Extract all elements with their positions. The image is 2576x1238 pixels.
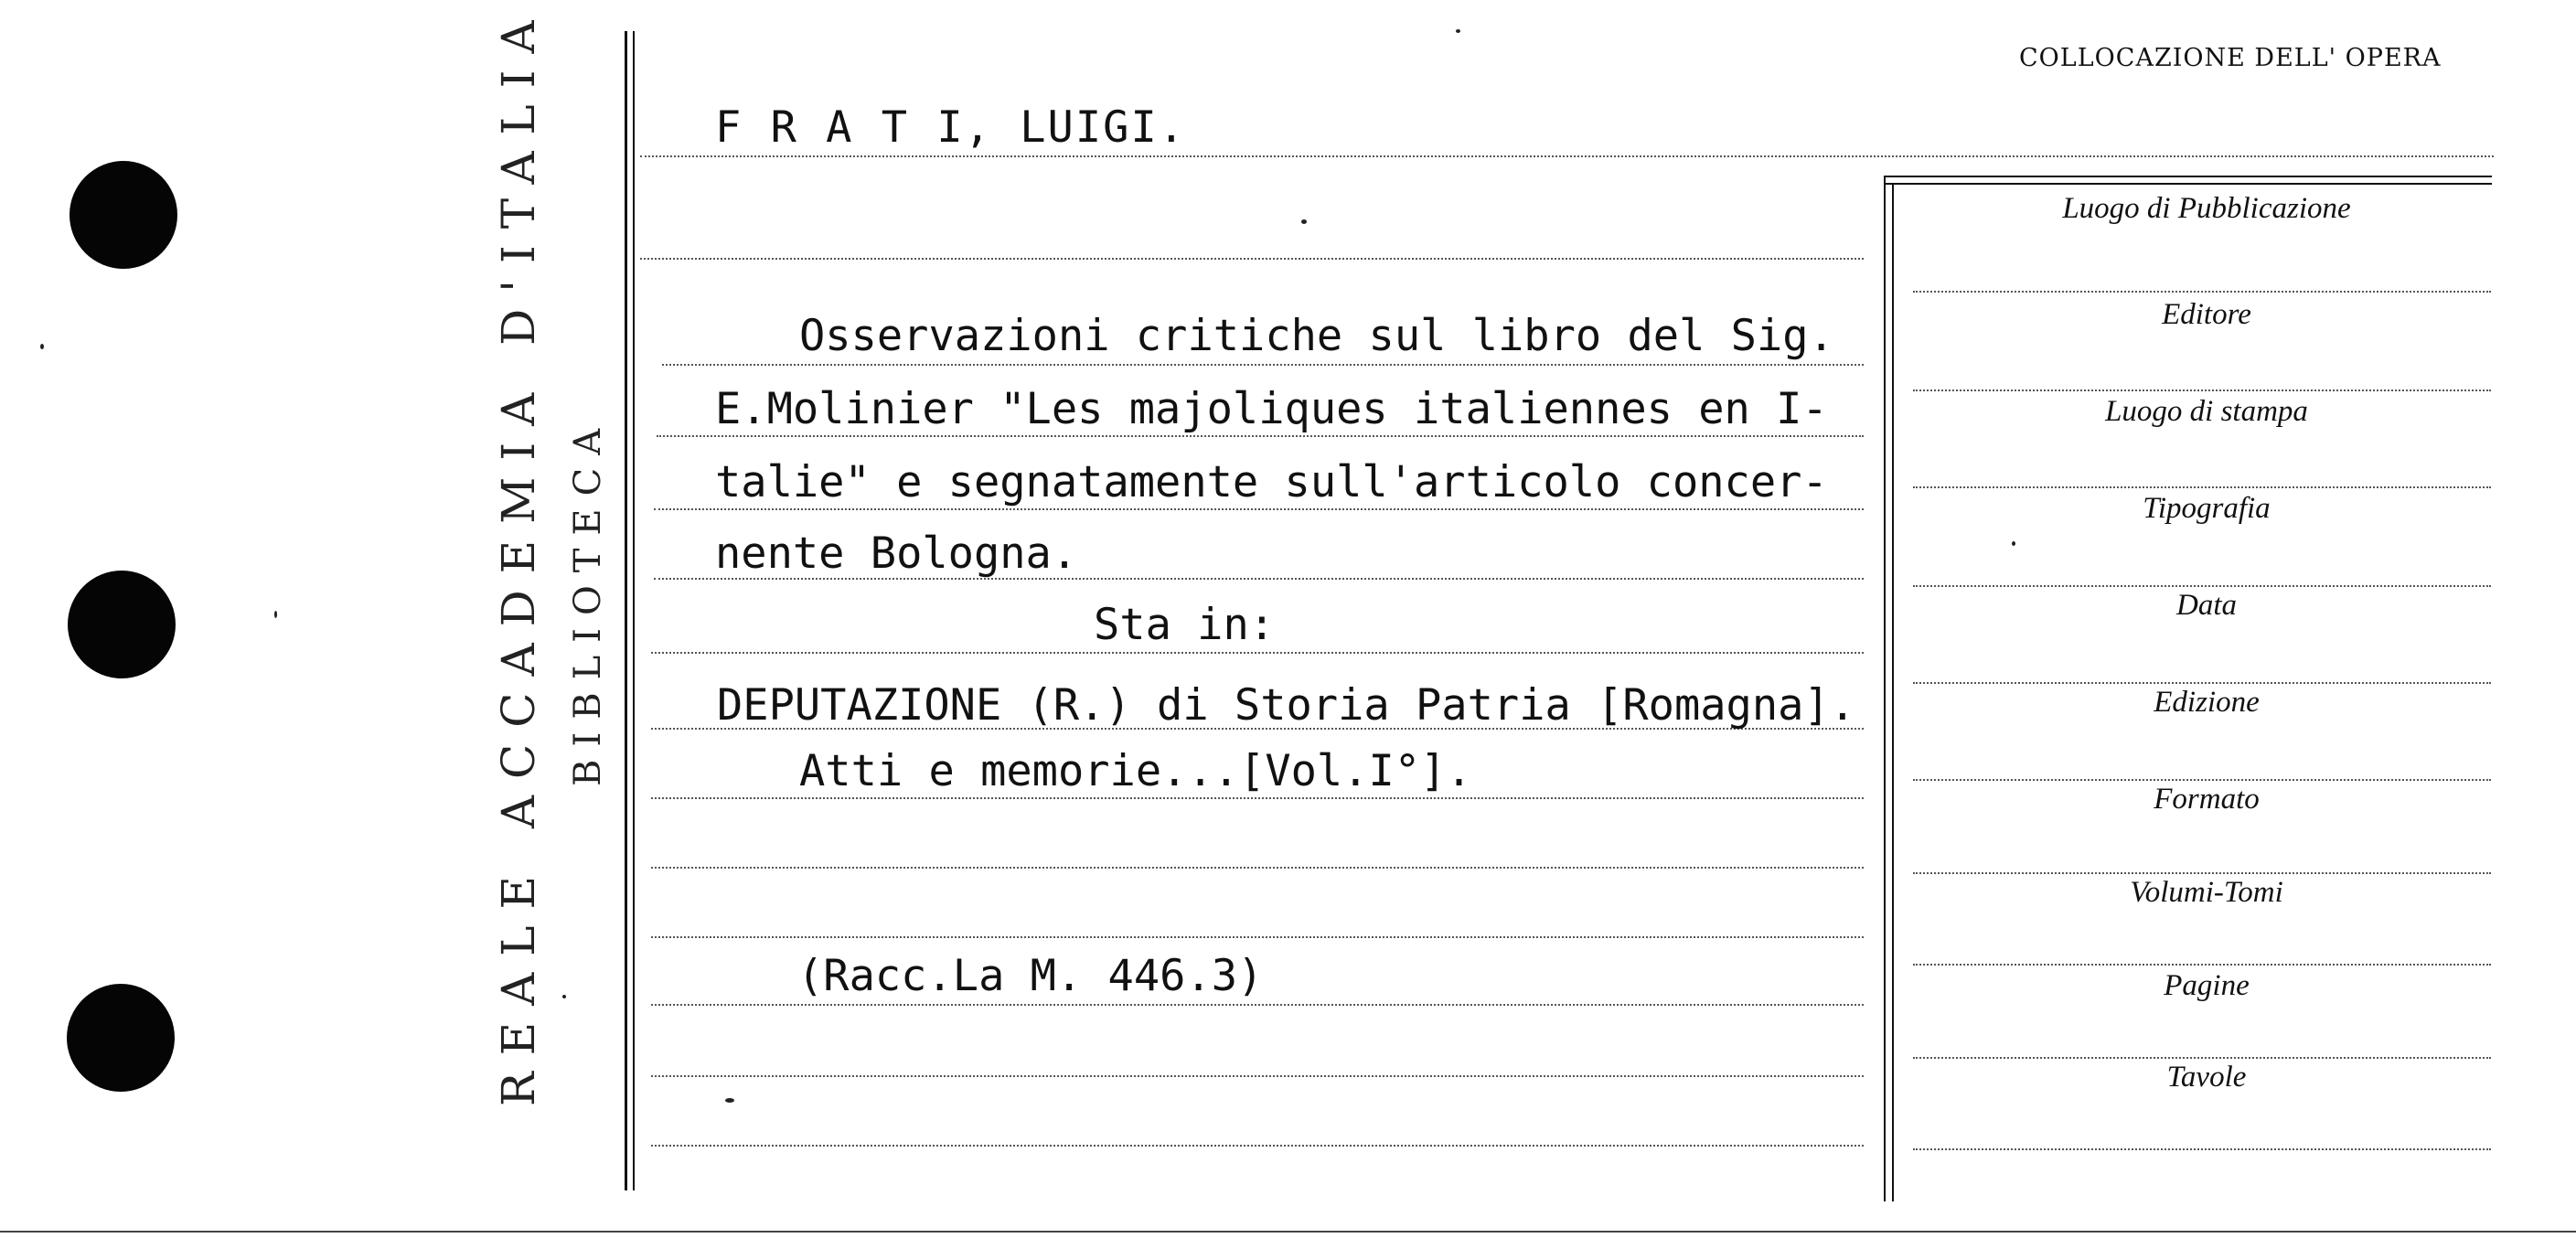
dotted-line	[651, 867, 1864, 869]
panel-top-rule	[1884, 183, 2492, 185]
dotted-line	[640, 258, 1864, 260]
field-formato: Formato	[2154, 783, 2260, 816]
dotted-line	[662, 364, 1864, 366]
punch-hole-top	[69, 161, 177, 269]
dotted-line	[657, 435, 1864, 437]
field-luogo-stampa: Luogo di stampa	[2105, 395, 2308, 428]
source-line: DEPUTAZIONE (R.) di Storia Patria [Romagna].	[717, 680, 1856, 731]
library-label: BIBLIOTECA	[567, 415, 609, 786]
dotted-line	[1913, 1148, 2491, 1150]
dotted-line	[1913, 779, 2491, 781]
panel-double-rule	[1892, 183, 1894, 1201]
panel-top-rule	[1884, 176, 2492, 177]
title-line: E.Molinier "Les majoliques italiennes en I-	[715, 384, 1828, 434]
dotted-line	[1913, 872, 2491, 874]
field-pagine: Pagine	[2164, 969, 2250, 1002]
dotted-line	[651, 1145, 1864, 1147]
field-luogo-pubblicazione: Luogo di Pubblicazione	[2062, 192, 2351, 225]
sta-in-label: Sta in:	[1094, 600, 1276, 650]
speck	[40, 344, 44, 349]
institution-name: REALE ACCADEMIA D'ITALIA	[492, 4, 545, 1106]
dotted-line	[1913, 1057, 2491, 1059]
dotted-line	[654, 508, 1864, 510]
dotted-line	[1913, 390, 2491, 391]
collocazione-label: COLLOCAZIONE DELL' OPERA	[2019, 44, 2442, 72]
speck	[1456, 29, 1460, 33]
dotted-line	[1913, 585, 2491, 587]
shelfmark: (Racc.La M. 446.3)	[797, 951, 1264, 1001]
author-heading: F R A T I, LUIGI.	[715, 102, 1187, 153]
dotted-line	[651, 936, 1864, 938]
punch-hole-bottom	[67, 984, 175, 1092]
field-edizione: Edizione	[2154, 686, 2260, 719]
panel-double-rule	[1884, 176, 1886, 1201]
field-tavole: Tavole	[2166, 1061, 2247, 1094]
dotted-line	[1913, 964, 2491, 966]
dotted-line	[651, 1004, 1864, 1006]
title-line: nente Bologna.	[715, 528, 1078, 579]
card-bottom-edge	[0, 1231, 2576, 1233]
dotted-line	[640, 155, 2494, 157]
field-editore: Editore	[2162, 298, 2251, 331]
source-line: Atti e memorie...[Vol.I°].	[799, 746, 1472, 796]
speck	[725, 1098, 734, 1103]
speck	[1301, 219, 1307, 224]
left-double-rule	[633, 31, 635, 1190]
dotted-line	[651, 652, 1864, 654]
left-double-rule	[625, 31, 627, 1190]
speck	[2012, 541, 2015, 546]
title-line: Osservazioni critiche sul libro del Sig.	[799, 311, 1834, 361]
dotted-line	[1913, 682, 2491, 684]
dotted-line	[651, 1075, 1864, 1077]
dotted-line	[651, 797, 1864, 799]
field-tipografia: Tipografia	[2143, 492, 2271, 525]
speck	[562, 995, 566, 998]
dotted-line	[1913, 291, 2491, 293]
title-line: talie" e segnatamente sull'articolo concer-	[715, 457, 1828, 507]
field-volumi-tomi: Volumi-Tomi	[2130, 876, 2283, 909]
field-data: Data	[2176, 589, 2237, 622]
speck	[274, 611, 277, 618]
dotted-line	[1913, 486, 2491, 488]
punch-hole-middle	[68, 571, 176, 678]
